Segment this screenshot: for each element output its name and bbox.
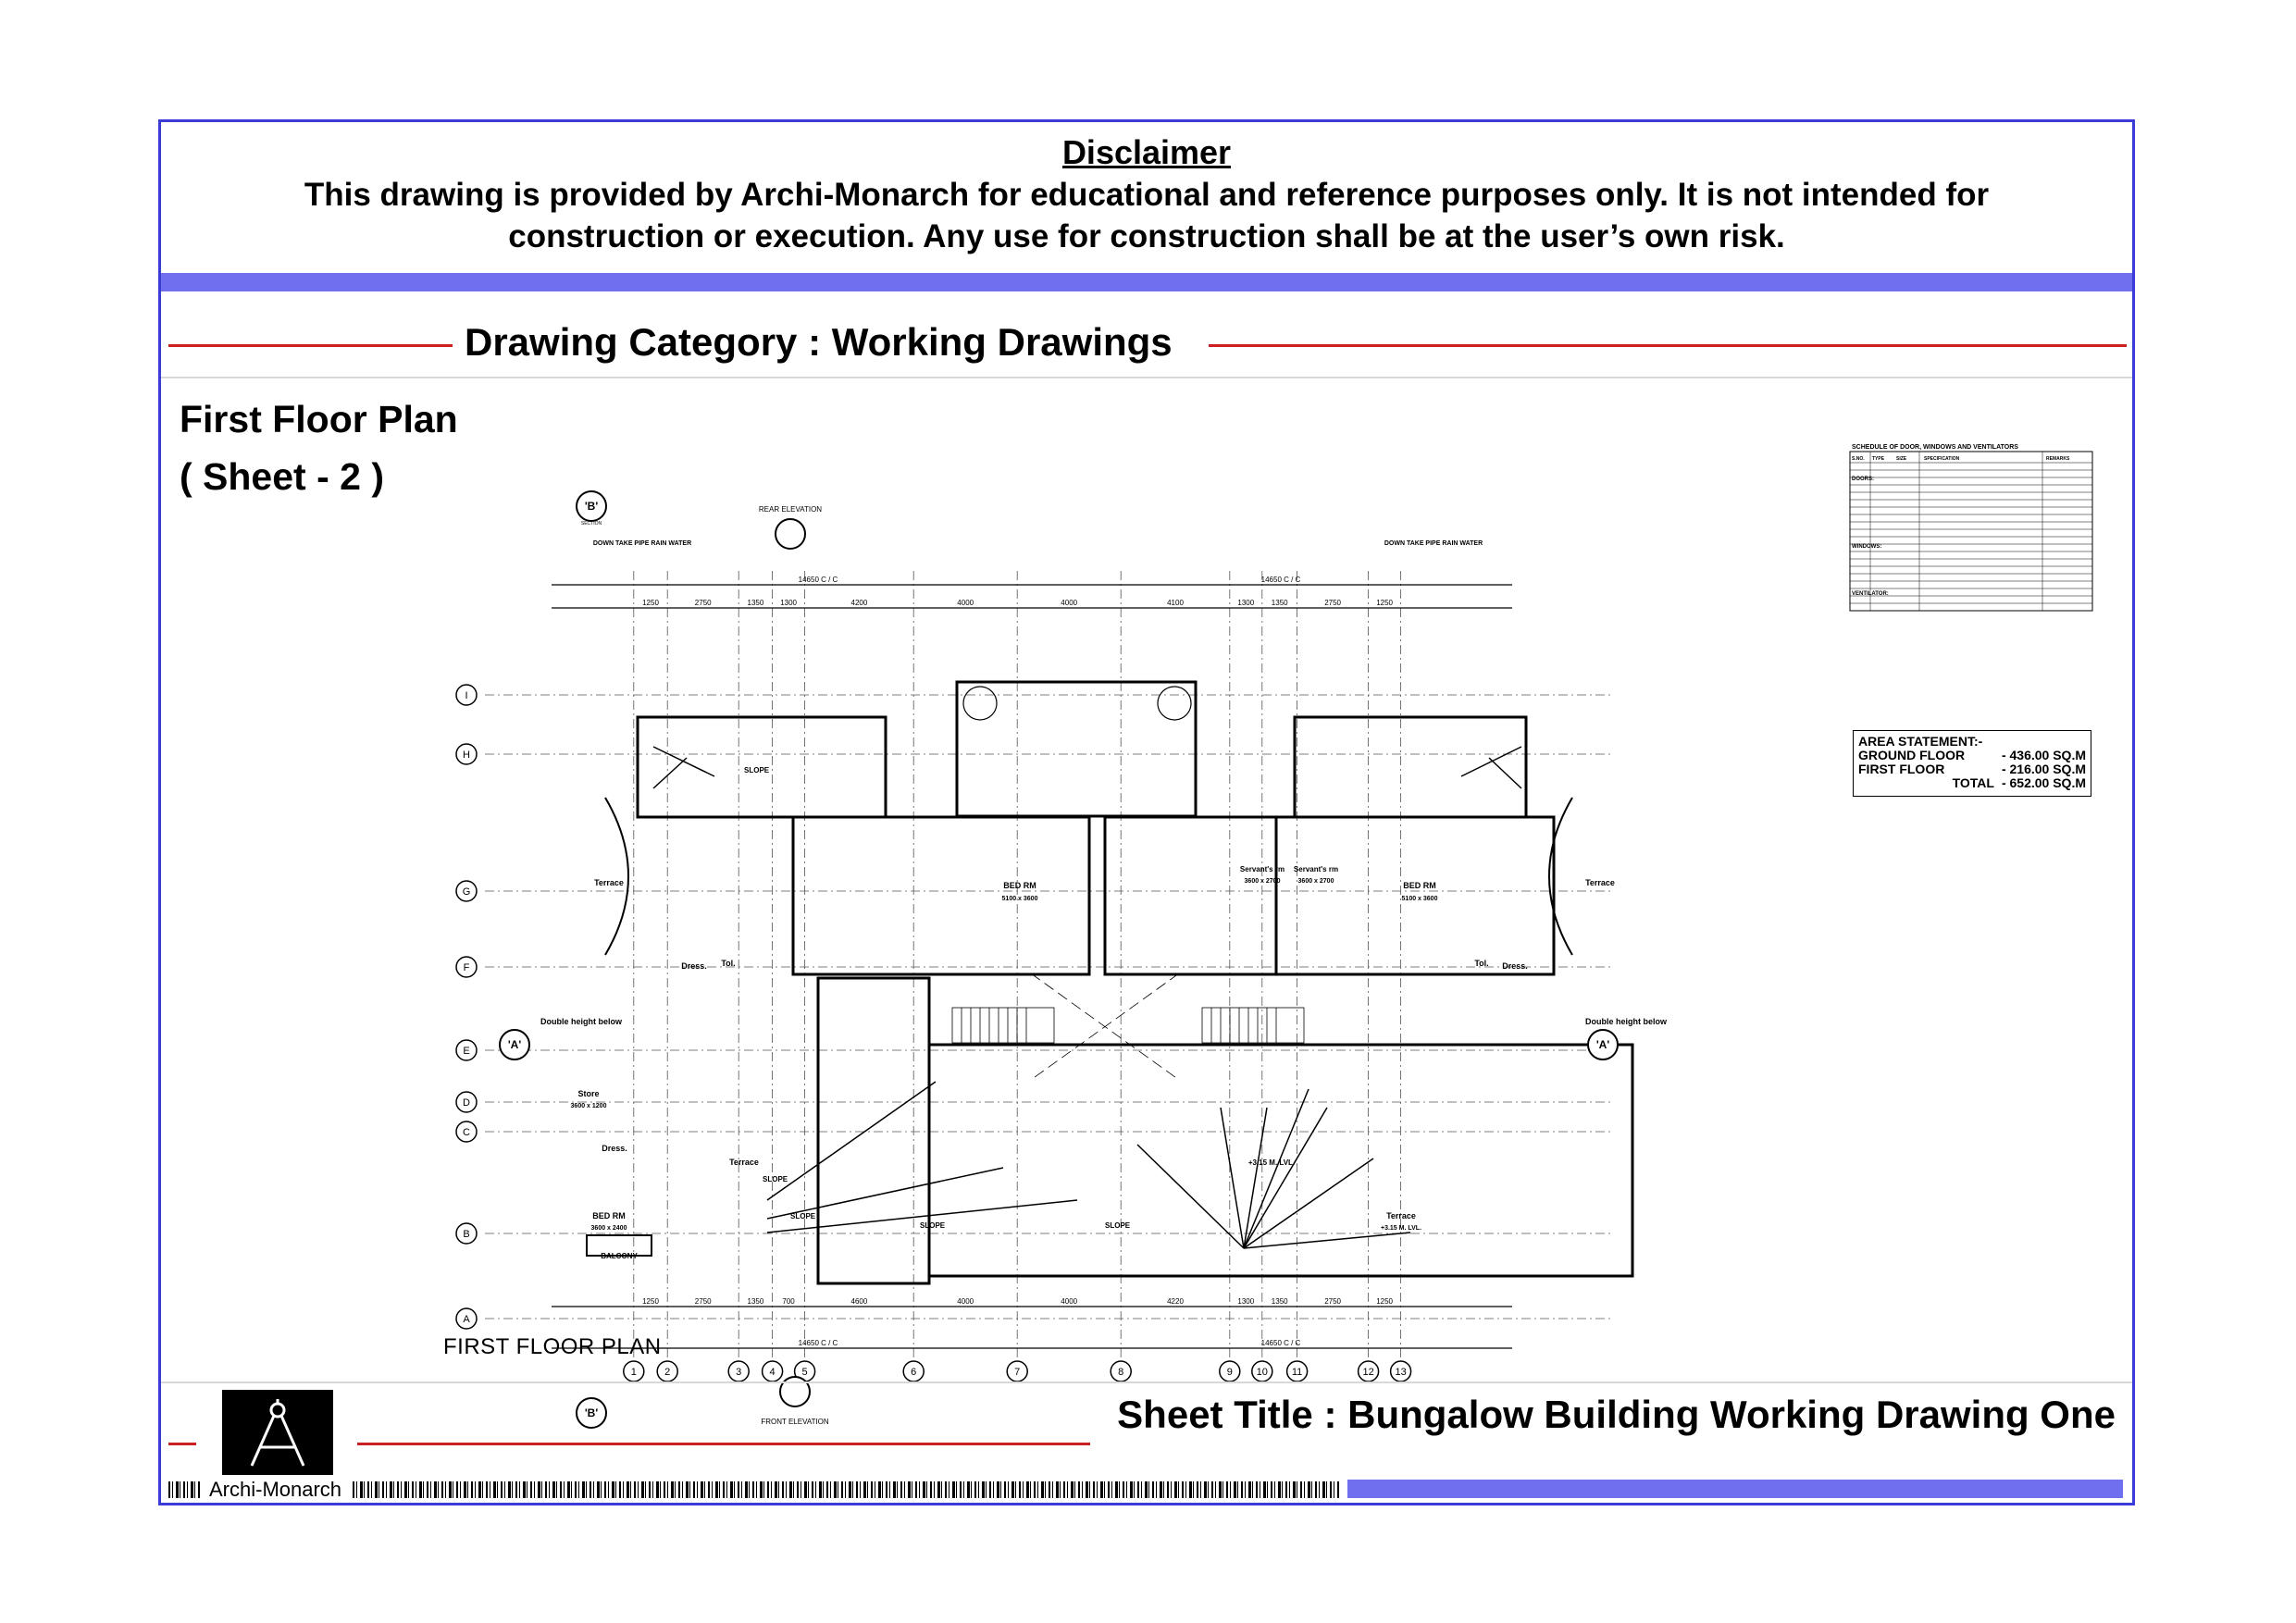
footer-rule-long <box>357 1443 1090 1445</box>
grid-row-bubble-G <box>456 881 477 901</box>
schedule-header-cell: S.NO. <box>1852 456 1865 462</box>
sheet-number: ( Sheet - 2 ) <box>180 455 384 498</box>
grid-row-label: B <box>463 1229 470 1240</box>
grid-col-bubble-1 <box>624 1361 644 1381</box>
grid-col-label: 9 <box>1226 1367 1233 1378</box>
grid-column-bubbles <box>624 1361 1411 1381</box>
grid-row-bubble-F <box>456 957 477 977</box>
balcony-label: BALCONY <box>601 1252 638 1260</box>
bed-lower-size: 3600 x 2400 <box>590 1225 627 1232</box>
footer-rule-short <box>168 1443 196 1445</box>
terrace-right-lower-label: Terrace <box>1386 1211 1416 1220</box>
grid-col-label: 12 <box>1362 1367 1374 1378</box>
spiral-stair-left <box>963 687 997 720</box>
bottom-dimensions <box>642 1297 1393 1347</box>
grid-row-label: C <box>463 1127 470 1138</box>
dress-right-label: Dress. <box>1502 961 1528 971</box>
dimension-label: 1300 <box>780 599 797 607</box>
area-total-value: - 652.00 SQ.M <box>2001 775 2086 790</box>
overall-dim-right: 14650 C / C <box>1260 576 1301 584</box>
stair-left <box>952 1008 1054 1043</box>
area-statement <box>1853 730 2091 797</box>
area-title: AREA STATEMENT:- <box>1858 734 1983 749</box>
drawing-category: Drawing Category : Working Drawings <box>465 320 1173 364</box>
bed-lower-label: BED RM <box>592 1211 626 1220</box>
grid-col-label: 8 <box>1118 1367 1124 1378</box>
store-size: 3600 x 1200 <box>570 1103 607 1109</box>
category-divider <box>161 377 2132 378</box>
disclaimer-title: Disclaimer <box>1061 133 1232 171</box>
category-rule-right <box>1209 344 2127 347</box>
grid-col-bubble-12 <box>1359 1361 1379 1381</box>
dimension-label: 700 <box>782 1297 795 1306</box>
schedule-header <box>1852 456 2070 462</box>
slope-label-1: SLOPE <box>744 766 770 774</box>
down-take-left: DOWN TAKE PIPE RAIN WATER <box>592 540 692 547</box>
grid-row-bubbles <box>456 685 477 1329</box>
schedule-header-cell: SPECIFICATION <box>1924 456 1960 462</box>
rear-elevation-label: REAR ELEVATION <box>758 505 823 514</box>
grid-col-bubble-10 <box>1252 1361 1272 1381</box>
schedule-table <box>1850 441 2095 617</box>
front-elevation-marker <box>761 1377 829 1426</box>
double-height-right: Double height below <box>1585 1017 1667 1026</box>
area-ground-row <box>1858 749 2086 762</box>
servant-left-size: 3600 x 2700 <box>1244 878 1281 885</box>
dimension-label: 1250 <box>642 1297 659 1306</box>
store-label: Store <box>577 1089 600 1098</box>
grid-row-label: F <box>463 962 470 973</box>
terrace-center-label: Terrace <box>729 1158 759 1167</box>
dimension-label: 4000 <box>957 599 974 607</box>
grid-row-label: E <box>463 1046 470 1057</box>
top-dimensions <box>642 576 1393 607</box>
brand-name: Archi-Monarch <box>209 1478 342 1501</box>
slope-label-5: SLOPE <box>1105 1221 1131 1230</box>
section-marker-a-left <box>500 1030 529 1059</box>
area-total-row <box>1858 776 2086 790</box>
exterior-walls <box>638 682 1632 1283</box>
grid-row-label: A <box>463 1314 470 1325</box>
dimension-label: 4000 <box>1061 599 1078 607</box>
schedule-group-windows: WINDOWS: <box>1852 544 1882 550</box>
bed-left-label: BED RM <box>1003 881 1036 890</box>
dimension-label: 2750 <box>1324 1297 1341 1306</box>
schedule-title: SCHEDULE OF DOOR, WINDOWS AND VENTILATORS <box>1852 444 2018 451</box>
section-a-right-label: 'A' <box>1595 1038 1610 1051</box>
dimension-label: 4600 <box>850 1297 868 1306</box>
grid-col-label: 11 <box>1291 1367 1303 1378</box>
terrace-level: +3.15 M. LVL. <box>1380 1225 1422 1232</box>
stair-right <box>1202 1008 1304 1043</box>
grid-col-bubble-11 <box>1287 1361 1308 1381</box>
terrace-level-note: +3.15 M. LVL. <box>1247 1158 1296 1167</box>
bed-left-size: 5100 x 3600 <box>1001 896 1038 902</box>
footer-bar <box>1347 1480 2123 1498</box>
grid-col-label: 2 <box>664 1367 671 1378</box>
section-marker-a-right <box>1588 1030 1618 1059</box>
dress-lower-label: Dress. <box>602 1144 627 1153</box>
grid-row-label: G <box>462 886 471 898</box>
area-ground-label: GROUND FLOOR <box>1858 748 1966 762</box>
grid-row-bubble-A <box>456 1308 477 1329</box>
grid-col-bubble-2 <box>657 1361 677 1381</box>
grid-row-bubble-I <box>456 685 477 705</box>
grid-row-bubble-C <box>456 1121 477 1142</box>
rear-elevation-marker <box>759 505 822 549</box>
grid-col-bubble-3 <box>728 1361 749 1381</box>
grid-col-label: 1 <box>630 1367 637 1378</box>
slope-arrows <box>653 747 1521 1248</box>
barcode-strip <box>353 1481 1339 1498</box>
grid-row-bubble-B <box>456 1223 477 1244</box>
grid-col-label: 3 <box>736 1367 742 1378</box>
servant-right-size: 3600 x 2700 <box>1297 878 1334 885</box>
area-first-label: FIRST FLOOR <box>1858 762 1945 776</box>
dimension-label: 4200 <box>850 599 868 607</box>
bed-right-size: 5100 x 3600 <box>1401 896 1438 902</box>
dimension-label: 1350 <box>1271 599 1288 607</box>
section-b-bottom-label: 'B' <box>584 1406 599 1419</box>
sheet-title: Sheet Title : Bungalow Building Working Drawing One <box>1117 1393 2116 1436</box>
servant-right-label: Servant's rm <box>1293 865 1339 873</box>
front-elevation-label: FRONT ELEVATION <box>761 1418 829 1426</box>
dimension-label: 1350 <box>747 1297 764 1306</box>
spiral-stair-right <box>1158 687 1191 720</box>
toilet-left-label: Tol. <box>721 959 736 968</box>
dimension-label: 2750 <box>1324 599 1341 607</box>
section-b-top-word: SECTION <box>580 521 602 527</box>
drawing-frame <box>158 119 2135 1505</box>
grid-row-label: I <box>465 690 468 701</box>
dimension-label: 2750 <box>694 599 712 607</box>
section-a-left-label: 'A' <box>507 1038 522 1051</box>
grid-row-label: D <box>463 1097 470 1109</box>
area-total-label: TOTAL <box>1952 775 1994 790</box>
terrace-left-label: Terrace <box>594 878 624 887</box>
double-height-left: Double height below <box>540 1017 622 1026</box>
grid-row-bubble-D <box>456 1092 477 1112</box>
category-rule-left <box>168 344 453 347</box>
grid-col-bubble-9 <box>1220 1361 1240 1381</box>
down-take-right: DOWN TAKE PIPE RAIN WATER <box>1384 540 1483 547</box>
dimension-label: 1250 <box>1376 1297 1393 1306</box>
dimension-label: 4000 <box>957 1297 974 1306</box>
dimension-label: 1300 <box>1237 599 1255 607</box>
dress-left-label: Dress. <box>681 961 707 971</box>
compass-icon <box>222 1390 333 1475</box>
grid-col-label: 7 <box>1014 1367 1021 1378</box>
section-b-top-label: 'B' <box>584 500 599 513</box>
grid-row-bubble-E <box>456 1040 477 1060</box>
dimension-label: 2750 <box>694 1297 712 1306</box>
section-marker-b-top <box>577 491 606 527</box>
disclaimer-text: This drawing is provided by Archi-Monarch for educational and reference purposes only. It is not intended for construction or execution. Any use for construction shall be at the user’s own risk. <box>304 177 1990 254</box>
archi-monarch-logo <box>222 1390 333 1475</box>
slope-label-2: SLOPE <box>763 1175 788 1183</box>
grid-col-label: 10 <box>1256 1367 1268 1378</box>
dimension-label: 4100 <box>1167 599 1184 607</box>
dimension-label: 1250 <box>642 599 659 607</box>
section-marker-b-bottom <box>577 1398 606 1428</box>
grid-column-lines <box>634 571 1401 1357</box>
area-ground-value: - 436.00 SQ.M <box>2001 748 2086 762</box>
grid-col-bubble-13 <box>1391 1361 1411 1381</box>
grid-col-bubble-4 <box>763 1361 783 1381</box>
overall-dim-bottom-right: 14650 C / C <box>1260 1339 1301 1347</box>
grid-col-bubble-7 <box>1007 1361 1027 1381</box>
curved-bay-left <box>605 798 628 955</box>
grid-col-label: 5 <box>801 1367 808 1378</box>
dimension-label: 4000 <box>1061 1297 1078 1306</box>
plan-caption: FIRST FLOOR PLAN <box>443 1334 662 1359</box>
schedule-group-ventilator: VENTILATOR: <box>1852 591 1889 597</box>
plan-title: First Floor Plan <box>180 398 458 440</box>
slope-label-4: SLOPE <box>920 1221 946 1230</box>
grid-col-label: 13 <box>1395 1367 1407 1378</box>
schedule-header-cell: REMARKS <box>2046 456 2070 462</box>
dimension-label: 1250 <box>1376 599 1393 607</box>
overall-dim-bottom-left: 14650 C / C <box>798 1339 838 1347</box>
schedule-rows <box>1850 463 2092 603</box>
dimension-label: 1350 <box>1271 1297 1288 1306</box>
overall-dim-left: 14650 C / C <box>798 576 838 584</box>
barcode-left <box>168 1481 201 1498</box>
slope-labels <box>744 766 1131 1230</box>
grid-col-bubble-6 <box>903 1361 924 1381</box>
toilet-right-label: Tol. <box>1474 959 1489 968</box>
slope-label-3: SLOPE <box>790 1212 816 1220</box>
header-bar <box>161 273 2132 291</box>
grid-col-label: 6 <box>911 1367 917 1378</box>
schedule-header-cell: SIZE <box>1896 456 1907 462</box>
dimension-label: 1350 <box>747 599 764 607</box>
void-cross <box>1031 973 1179 1080</box>
bed-right-label: BED RM <box>1403 881 1436 890</box>
footer-divider <box>161 1381 2132 1383</box>
grid-col-label: 4 <box>769 1367 776 1378</box>
area-first-row <box>1858 762 2086 776</box>
schedule-group-doors: DOORS: <box>1852 477 1874 482</box>
area-first-value: - 216.00 SQ.M <box>2001 762 2086 776</box>
grid-col-bubble-8 <box>1111 1361 1131 1381</box>
terrace-right-label: Terrace <box>1585 878 1615 887</box>
dimension-label: 4220 <box>1167 1297 1184 1306</box>
grid-row-bubble-H <box>456 744 477 764</box>
grid-row-label: H <box>463 750 470 761</box>
servant-left-label: Servant's rm <box>1239 865 1285 873</box>
dimension-label: 1300 <box>1237 1297 1255 1306</box>
schedule-header-cell: TYPE <box>1872 456 1885 462</box>
